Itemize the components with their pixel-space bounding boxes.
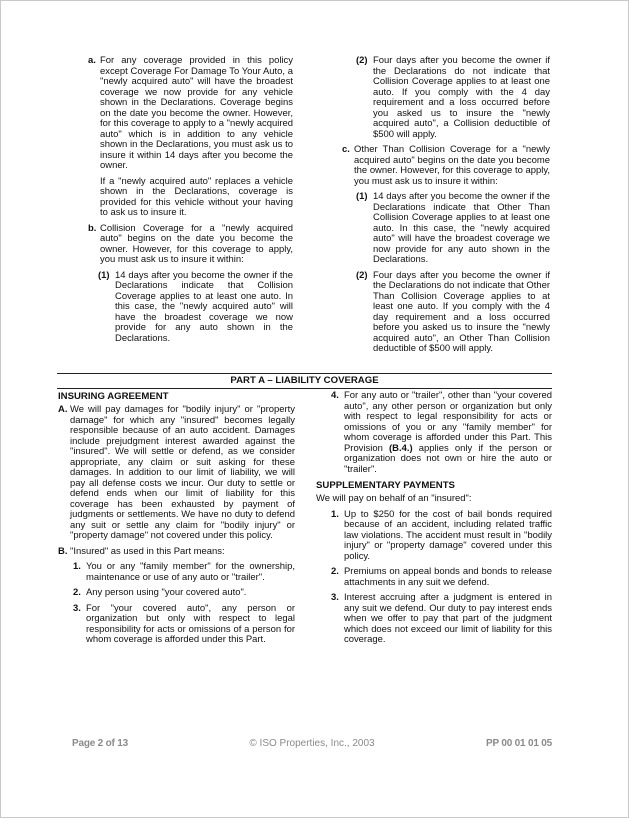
provision-a-label: a. [88,55,96,66]
provision-b2 [356,56,550,140]
provision-a-text: For any coverage provided in this policy except Coverage For Damage To Your Auto, a "newly acquired auto" will have the broadest coverage we now provide for any vehicle shown in the Declarations. Coverage begins on the date you become the owner. However, for this coverage to apply to a "newly acquired auto" which is in addition to any vehicle shown in the Declarations, you must ask us to insure it within 14 days after you become the owner. [100,55,293,171]
provision-c [342,145,550,187]
supplementary-item-1 [331,510,552,563]
provision-B4-text-post: applies only if the person or organization does not own or hire the auto or "trailer". [344,442,552,475]
page-number: Page 2 of 13 [72,738,128,749]
supplementary-item-3-text: Interest accruing after a judgment is entered in any suit we defend. Our duty to pay interest ends when we offer to pay that part of the judgment which does not exceed our limit of liability for this coverage. [344,592,552,645]
form-number: PP 00 01 01 05 [486,738,552,749]
provision-A-text: We will pay damages for "bodily injury" or "property damage" for which any "insured" becomes legally responsible because of an auto accident. Damages include prejudgment interest awarded against the "insured". We will settle or defend, as we consider appropriate, any claim or suit asking for these damages. In addition to our limit of liability, we will pay all defense costs we incur. Our duty to settle or defend ends when our limit of liability for this coverage has been exhausted by payment of judgments or settlements. We have no duty to defend any suit or settle any claim for "bodily injury" or "property damage" not covered under this policy. [70,404,295,541]
provision-b2-label: (2) [356,55,368,66]
supplementary-item-1-text: Up to $250 for the cost of bail bonds required because of an accident, including related traffic law violations. The accident must result in "bodily injury" or "property damage" covered under this policy. [344,508,552,562]
provision-c1 [356,192,550,266]
part-a-header: PART A – LIABILITY COVERAGE [57,373,552,389]
provision-B [58,547,295,558]
provision-b-label: b. [88,222,97,234]
provision-c2-label: (2) [356,269,368,281]
provision-B4 [331,391,552,475]
provision-c2 [356,271,550,355]
provision-b [88,224,293,266]
page-footer [72,738,552,752]
provision-B4-text-pre: For any auto or "trailer", other than "your covered auto", any other person or organization but only with respect to legal responsibility for acts or omissions of you or any "family member" for whom coverage is afforded under this Part. This Provision [344,390,552,454]
provision-B3-label: 3. [73,602,81,614]
provision-c-label: c. [342,144,350,155]
insuring-agreement-heading: INSURING AGREEMENT [58,391,169,402]
provision-b1-label: (1) [98,269,110,281]
provision-c2-text: Four days after you become the owner if the Declarations do not indicate that Other Than Collision Coverage applies to at least one auto. If you comply with the 4 day requirement and a loss occurred before you asked us to insure the "newly acquired auto", an Other Than Collision deductible of $500 will apply. [373,269,550,354]
supplementary-intro: We will pay on behalf of an "insured": [316,493,472,504]
provision-A [58,405,295,542]
provision-B2 [73,588,295,599]
supplementary-item-1-label: 1. [331,508,339,520]
provision-A-label: A. [58,404,68,415]
provision-B-label: B. [58,545,68,557]
provision-B4-label: 4. [331,390,339,401]
bottom-left-column [58,391,295,646]
supplementary-item-2-label: 2. [331,566,339,577]
provision-B2-label: 2. [73,587,81,598]
provision-B4-ref: (B.4.) [389,442,413,454]
top-left-column [88,56,293,344]
provision-B3-text: For "your covered auto", any person or organization but only with respect to legal responsibility for acts or omissions of a person for whom coverage is afforded under this Part. [86,602,295,645]
supplementary-item-3-label: 3. [331,592,339,603]
provision-c1-text: 14 days after you become the owner if the Declarations indicate that Other Than Collision Coverage applies to at least one auto. In this case, the "newly acquired auto" will have the broadest coverage we now provide for any auto shown in the Declarations. [373,191,550,265]
provision-a [88,56,293,219]
supplementary-item-2 [331,567,552,588]
supplementary-item-3 [331,593,552,646]
provision-B2-text: Any person using "your covered auto". [86,587,247,598]
provision-B3 [73,604,295,646]
copyright-notice: © ISO Properties, Inc., 2003 [249,738,375,749]
provision-B1-label: 1. [73,561,81,572]
provision-b2-text: Four days after you become the owner if the Declarations do not indicate that Collision Coverage applies to at least one auto. If you comply with the 4 day requirement and a loss occurred before you asked us to insure the "newly acquired auto", a Collision deductible of $500 will apply. [373,55,550,140]
provision-B-text: "Insured" as used in this Part means: [70,545,225,557]
provision-B1-text: You or any "family member" for the ownership, maintenance or use of any auto or "trailer". [86,561,295,583]
bottom-right-column [316,391,552,646]
provision-c1-label: (1) [356,191,368,202]
provision-b-text: Collision Coverage for a "newly acquired auto" begins on the date you become the owner. However, for this coverage to apply, you must ask us to insure it within: [100,222,293,265]
provision-B4-text [344,391,552,475]
provision-b1 [98,271,293,345]
supplementary-item-2-text: Premiums on appeal bonds and bonds to release attachments in any suit we defend. [344,566,552,588]
top-right-column [342,56,550,355]
provision-b1-text: 14 days after you become the owner if the Declarations indicate that Collision Coverage applies to at least one auto. In this case, the "newly acquired auto" will have the broadest coverage we now provide for any auto shown in the Declarations. [115,269,293,344]
provision-a-text-2: If a "newly acquired auto" replaces a vehicle shown in the Declarations, coverage is provided for this vehicle without your having to ask us to insure it. [100,175,293,218]
supplementary-payments-heading: SUPPLEMENTARY PAYMENTS [316,480,455,491]
provision-c-text: Other Than Collision Coverage for a "newly acquired auto" begins on the date you become the owner. However, for this coverage to apply, you must ask us to insure it within: [354,144,550,187]
provision-B1 [73,562,295,583]
